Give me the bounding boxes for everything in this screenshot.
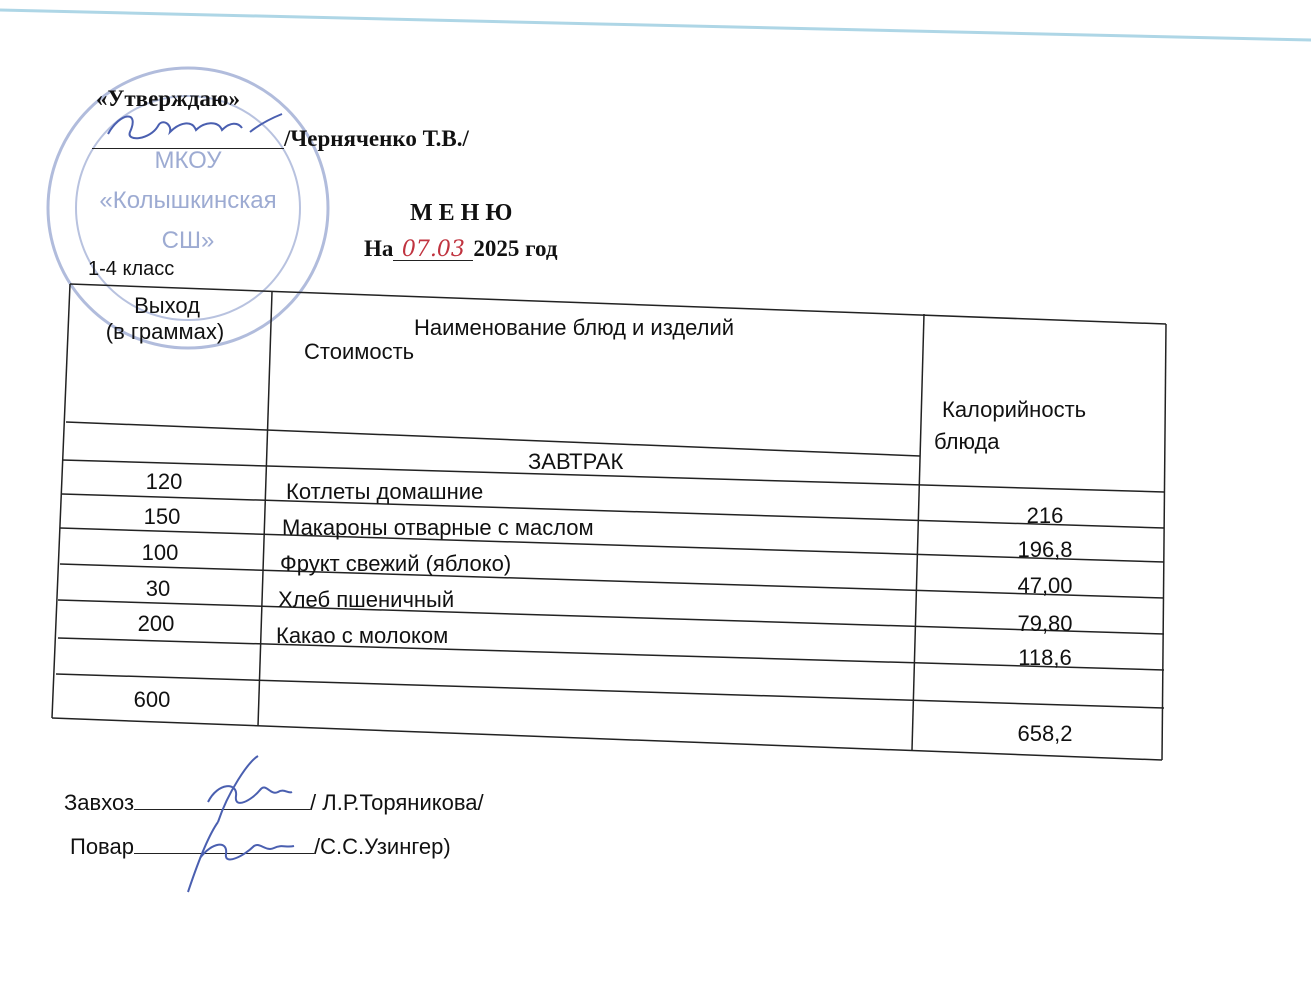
storekeeper-name: / Л.Р.Торяникова/ — [310, 790, 484, 815]
col-calorie-header-2: блюда — [934, 429, 1000, 454]
stamp-line-3: СШ» — [161, 227, 215, 254]
row-calories: 196,8 — [1017, 537, 1073, 562]
storekeeper-role: Завхоз — [64, 790, 135, 815]
row-calories: 118,6 — [1018, 645, 1072, 670]
total-grams: 600 — [133, 687, 171, 712]
stamp-line-1: МКОУ — [154, 147, 222, 174]
director-name: /Черняченко Т.В./ — [284, 126, 469, 151]
row-dish-name: Какао с молоком — [276, 623, 449, 648]
cook-role: Повар — [70, 834, 134, 859]
row-calories: 47,00 — [1017, 573, 1073, 598]
date-prefix: На — [364, 236, 394, 261]
row-calories: 216 — [1026, 503, 1064, 528]
date-handwritten: 07.03 — [393, 240, 473, 261]
row-grams: 120 — [145, 469, 183, 494]
section-breakfast: ЗАВТРАК — [528, 449, 624, 474]
row-grams: 200 — [137, 611, 175, 636]
approve-label: «Утверждаю» — [96, 86, 240, 111]
total-calories: 658,2 — [1017, 721, 1073, 746]
menu-title: М Е Н Ю — [410, 200, 513, 226]
row-dish-name: Хлеб пшеничный — [278, 587, 455, 612]
grade-label: 1-4 класс — [88, 258, 175, 280]
col-calorie-header-1: Калорийность — [942, 397, 1087, 422]
col-cost-header: Стоимость — [304, 339, 415, 364]
row-dish-name: Фрукт свежий (яблоко) — [280, 551, 512, 576]
row-grams: 150 — [143, 504, 181, 529]
row-dish-name: Котлеты домашние — [286, 479, 484, 504]
cook-name: /С.С.Узингер) — [313, 834, 451, 859]
row-grams: 100 — [141, 540, 179, 565]
row-grams: 30 — [145, 576, 171, 601]
col-output-header-2: (в граммах) — [105, 319, 225, 344]
cook-signature — [178, 812, 298, 896]
row-calories: 79,80 — [1017, 611, 1073, 636]
col-name-header: Наименование блюд и изделий — [414, 315, 735, 340]
date-suffix: 2025 год — [473, 236, 558, 261]
stamp-line-2: «Колышкинская — [99, 187, 277, 214]
row-dish-name: Макароны отварные с маслом — [282, 515, 594, 540]
col-output-header-1: Выход — [134, 293, 200, 318]
